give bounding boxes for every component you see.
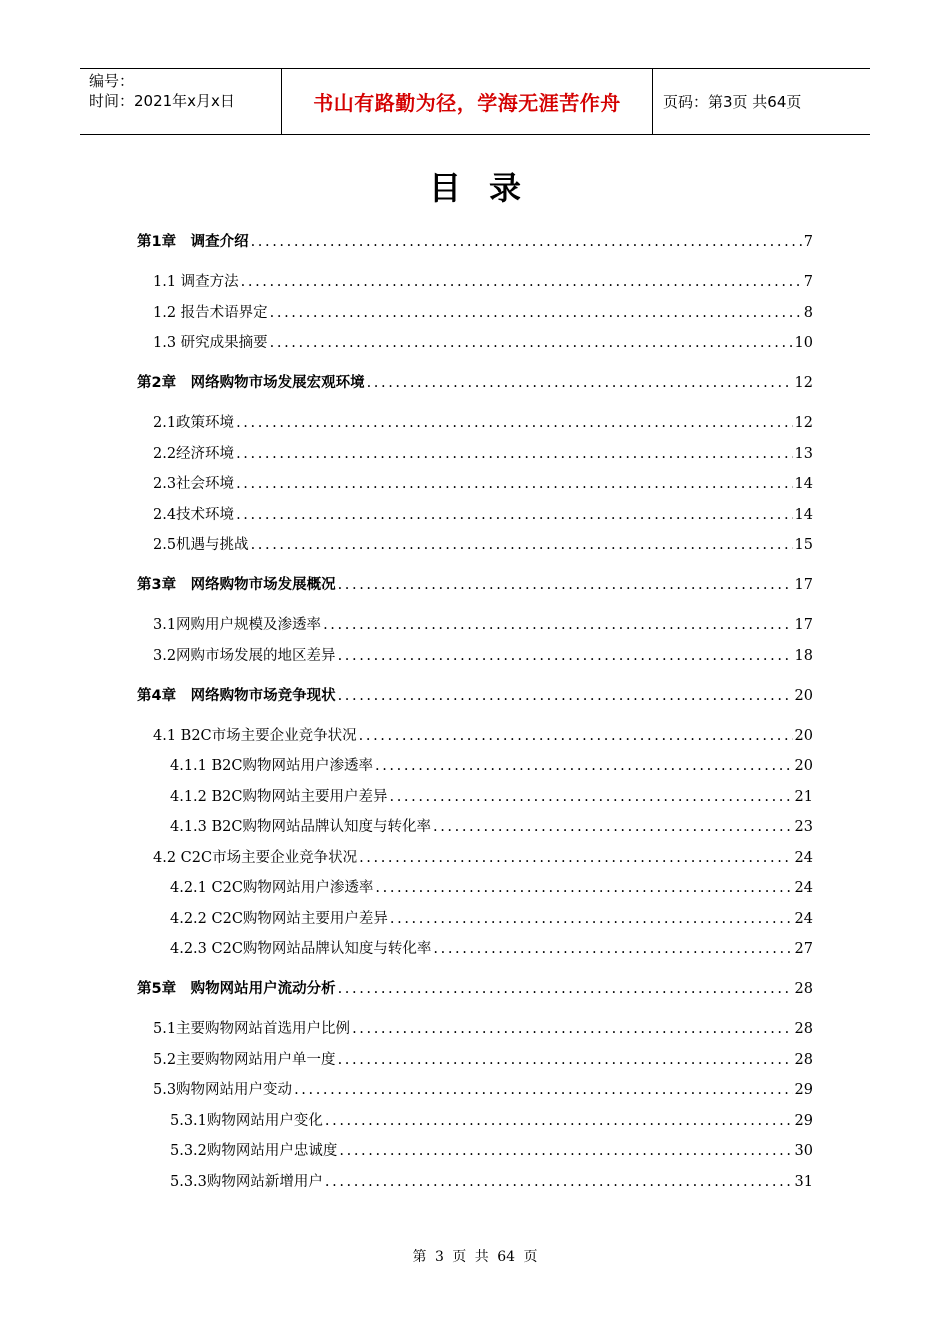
toc-section-entry <box>153 1079 813 1101</box>
toc-chapter-entry <box>137 685 813 707</box>
toc-leader-dots <box>352 1018 792 1040</box>
toc-entry-page: 24 <box>794 910 813 927</box>
toc-leader-dots <box>338 685 793 707</box>
toc-entry-page: 21 <box>794 788 813 805</box>
toc-leader-dots <box>236 504 792 526</box>
toc-section-entry <box>170 1171 813 1193</box>
toc-entry-page: 28 <box>794 1021 813 1037</box>
toc-section-entry <box>153 443 813 465</box>
toc-leader-dots <box>390 908 793 930</box>
toc-section-entry <box>153 1049 813 1071</box>
toc-entry-label: 3.2网购市场发展的地区差异 <box>153 647 336 664</box>
toc-section-entry <box>170 816 813 838</box>
toc-leader-dots <box>338 1049 793 1071</box>
toc-entry-label: 1.3 研究成果摘要 <box>153 335 268 351</box>
toc-entry-label: 2.1政策环境 <box>153 415 235 431</box>
toc-entry-label: 5.1主要购物网站首选用户比例 <box>153 1021 351 1037</box>
toc-leader-dots <box>241 271 802 293</box>
toc-entry-label: 第2章 网络购物市场发展宏观环境 <box>137 375 365 391</box>
toc-entry-label: 2.4技术环境 <box>153 506 235 523</box>
toc-section-entry <box>153 645 813 667</box>
toc-entry-label: 4.2 C2C市场主要企业竞争状况 <box>153 849 358 866</box>
toc-entry-label: 5.3购物网站用户变动 <box>153 1082 293 1098</box>
toc-section-entry <box>153 847 813 869</box>
toc-leader-dots <box>389 786 792 808</box>
toc-section-entry <box>153 1018 813 1040</box>
toc-entry-label: 4.2.1 C2C购物网站用户渗透率 <box>170 880 374 896</box>
toc-section-entry <box>153 725 813 747</box>
toc-chapter-entry <box>137 574 813 596</box>
toc-entry-page: 17 <box>794 617 813 633</box>
header-motto: 书山有路勤为径，学海无涯苦作舟 <box>281 69 653 134</box>
toc-entry-label: 2.2经济环境 <box>153 445 235 462</box>
toc-entry-label: 4.1.2 B2C购物网站主要用户差异 <box>170 788 388 805</box>
toc-entry-page: 8 <box>803 304 813 321</box>
page-header <box>80 68 870 135</box>
toc-leader-dots <box>236 412 792 434</box>
toc-leader-dots <box>339 1140 792 1162</box>
toc-entry-label: 3.1网购用户规模及渗透率 <box>153 617 322 633</box>
toc-section-entry <box>170 908 813 930</box>
toc-entry-page: 12 <box>794 375 813 391</box>
toc-entry-page: 12 <box>794 415 813 431</box>
toc-entry-page: 27 <box>794 941 813 957</box>
toc-entry-label: 4.1 B2C市场主要企业竞争状况 <box>153 727 357 744</box>
toc-section-entry <box>170 1140 813 1162</box>
toc-entry-label: 第3章 网络购物市场发展概况 <box>137 577 336 593</box>
toc-section-entry <box>170 1110 813 1132</box>
toc-entry-page: 7 <box>803 234 813 250</box>
toc-entry-page: 28 <box>794 1051 813 1068</box>
toc-entry-label: 5.2主要购物网站用户单一度 <box>153 1051 336 1068</box>
toc-leader-dots <box>359 725 793 747</box>
toc-leader-dots <box>325 1110 793 1132</box>
toc-section-entry <box>153 332 813 354</box>
toc-entry-page: 18 <box>794 647 813 664</box>
toc-section-entry <box>153 473 813 495</box>
toc-entry-label: 第4章 网络购物市场竞争现状 <box>137 687 336 704</box>
toc-entry-page: 17 <box>794 577 813 593</box>
header-meta <box>80 69 281 134</box>
toc-leader-dots <box>433 938 792 960</box>
toc-entry-page: 28 <box>794 981 813 997</box>
toc-section-entry <box>170 938 813 960</box>
toc-section-entry <box>170 755 813 777</box>
toc-entry-label: 4.2.3 C2C购物网站品牌认知度与转化率 <box>170 941 432 957</box>
toc-section-entry <box>170 786 813 808</box>
toc-chapter-entry <box>137 978 813 1000</box>
toc-section-entry <box>170 877 813 899</box>
toc-leader-dots <box>338 978 793 1000</box>
toc-leader-dots <box>359 847 792 869</box>
toc-entry-label: 第1章 调查介绍 <box>137 234 249 250</box>
toc-chapter-entry <box>137 372 813 394</box>
toc-entry-label: 5.3.2购物网站用户忠诚度 <box>170 1143 338 1159</box>
toc-entry-page: 13 <box>794 445 813 462</box>
toc-entry-page: 15 <box>794 537 813 553</box>
toc-entry-page: 24 <box>794 880 813 896</box>
toc-entry-page: 20 <box>794 687 813 704</box>
toc-leader-dots <box>375 877 792 899</box>
toc-entry-label: 5.3.3购物网站新增用户 <box>170 1173 323 1190</box>
toc-leader-dots <box>323 614 792 636</box>
toc-leader-dots <box>270 302 802 324</box>
toc-leader-dots <box>236 443 792 465</box>
toc-entry-page: 14 <box>794 476 813 492</box>
toc-entry-label: 2.3社会环境 <box>153 476 235 492</box>
toc-chapter-entry <box>137 231 813 253</box>
toc-leader-dots <box>338 645 793 667</box>
toc-entry-label: 1.2 报告术语界定 <box>153 304 268 321</box>
toc-section-entry <box>153 614 813 636</box>
header-page-info: 页码：第3页 共64页 <box>663 93 802 111</box>
toc-entry-label: 2.5机遇与挑战 <box>153 537 249 553</box>
toc-entry-page: 23 <box>794 819 813 835</box>
toc-leader-dots <box>251 231 802 253</box>
toc-leader-dots <box>367 372 793 394</box>
toc-section-entry <box>153 412 813 434</box>
toc-entry-page: 30 <box>794 1143 813 1159</box>
toc-entry-label: 5.3.1购物网站用户变化 <box>170 1112 323 1129</box>
toc-section-entry <box>153 271 813 293</box>
code-label: 编号： <box>89 72 135 90</box>
page-title: 目录 <box>428 169 549 207</box>
toc-leader-dots <box>294 1079 792 1101</box>
time-label: 时间：2021年x月x日 <box>89 92 235 110</box>
toc-section-entry <box>153 504 813 526</box>
toc-entry-label: 4.1.3 B2C购物网站品牌认知度与转化率 <box>170 819 431 835</box>
toc-leader-dots <box>270 332 793 354</box>
toc-entry-page: 20 <box>794 727 813 744</box>
toc-section-entry <box>153 302 813 324</box>
toc-leader-dots <box>325 1171 793 1193</box>
toc-entry-page: 10 <box>794 335 813 351</box>
toc-leader-dots <box>433 816 793 838</box>
toc-leader-dots <box>375 755 793 777</box>
toc-entry-page: 14 <box>794 506 813 523</box>
toc-entry-page: 24 <box>794 849 813 866</box>
toc-entry-label: 1.1 调查方法 <box>153 274 239 290</box>
toc-leader-dots <box>338 574 793 596</box>
toc-entry-label: 4.1.1 B2C购物网站用户渗透率 <box>170 758 373 774</box>
toc-entry-page: 20 <box>794 758 813 774</box>
toc-entry-label: 第5章 购物网站用户流动分析 <box>137 981 336 997</box>
toc-entry-page: 29 <box>794 1082 813 1098</box>
toc-entry-page: 7 <box>803 274 813 290</box>
toc-leader-dots <box>251 534 793 556</box>
toc-leader-dots <box>236 473 792 495</box>
page-footer: 第 3 页 共 64 页 <box>412 1249 538 1265</box>
toc-section-entry <box>153 534 813 556</box>
toc-entry-label: 4.2.2 C2C购物网站主要用户差异 <box>170 910 388 927</box>
toc-entry-page: 31 <box>794 1173 813 1190</box>
toc-entry-page: 29 <box>794 1112 813 1129</box>
